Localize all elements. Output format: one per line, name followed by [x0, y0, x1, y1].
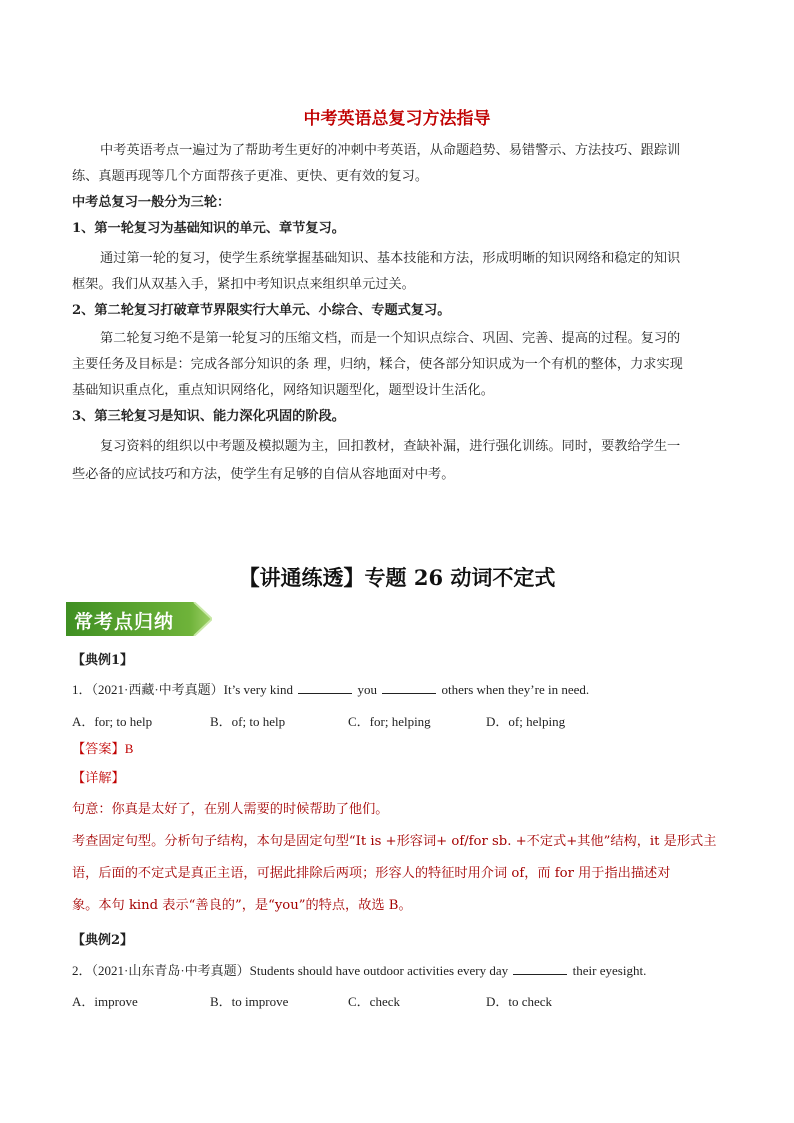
- example1-question-mid: you: [357, 682, 377, 697]
- topic-title: 【讲通练透】专题 26 动词不定式: [238, 565, 556, 590]
- example1-detail-line-1: 句意：你真是太好了，在别人需要的时候帮助了他们。: [72, 802, 389, 817]
- round1-heading: 1、第一轮复习为基础知识的单元、章节复习。: [72, 221, 345, 236]
- example1-label: 【典例1】: [72, 653, 134, 668]
- round2-line-2: 主要任务及目标是：完成各部分知识的条 理，归纳，糅合，使各部分知识成为一个有机的整体，力求实现: [72, 357, 683, 372]
- overview-heading: 中考总复习一般分为三轮：: [72, 195, 231, 210]
- round3-line-2: 些必备的应试技巧和方法，使学生有足够的自信从容地面对中考。: [72, 467, 455, 482]
- example1-detail-line-4: 象。本句 kind 表示“善良的”，是“you”的特点，故选 B。: [72, 898, 412, 913]
- example1-detail-label: 【详解】: [72, 771, 125, 786]
- example2-question-prefix: 2．（2021·山东青岛·中考真题）Students should have outdoor activities every day: [72, 963, 509, 978]
- round2-heading: 2、第二轮复习打破章节界限实行大单元、小综合、专题式复习。: [72, 303, 451, 318]
- example1-detail-line-2: 考查固定句型。分析句子结构，本句是固定句型“It is +形容词+ of/for sb. +不定式+其他”结构，it 是形式主: [72, 834, 717, 849]
- answer-value: B: [124, 741, 134, 756]
- example1-option-b: B．of; to help: [210, 714, 286, 729]
- example2-option-c: C．check: [348, 994, 400, 1009]
- example2-question: [72, 960, 646, 979]
- example1-answer: [72, 736, 133, 763]
- banner-label: 常考点归纳: [74, 611, 175, 633]
- answer-blank-1: [298, 681, 352, 694]
- round3-heading: 3、第三轮复习是知识、能力深化巩固的阶段。: [72, 409, 345, 424]
- example1-question-suffix: others when they’re in need.: [441, 682, 590, 697]
- example1-detail-line-3: 语，后面的不定式是真正主语，可据此排除后两项；形容人的特征时用介词 of，而 for 用于指出描述对: [72, 866, 671, 881]
- example2-option-d: D．to check: [486, 994, 553, 1009]
- example1-option-d: D．of; helping: [486, 714, 566, 729]
- example2-question-suffix: their eyesight.: [572, 963, 647, 978]
- round2-line-1: 第二轮复习绝不是第一轮复习的压缩文档，而是一个知识点综合、巩固、完善、提高的过程。复习的: [100, 331, 681, 346]
- example2-label: 【典例2】: [72, 933, 134, 948]
- example2-option-b: B．to improve: [210, 994, 289, 1009]
- answer-blank-2: [382, 681, 436, 694]
- round2-line-3: 基础知识重点化，重点知识网络化，网络知识题型化，题型设计生活化。: [72, 383, 494, 398]
- example1-question: [72, 679, 589, 698]
- round3-line-1: 复习资料的组织以中考题及模拟题为主，回扣教材，查缺补漏，进行强化训练。同时，要教给学生一: [100, 439, 681, 454]
- answer-label: 【答案】: [72, 742, 125, 757]
- example2-option-a: A．improve: [72, 994, 138, 1009]
- example1-option-a: A．for; to help: [72, 714, 153, 729]
- round1-line-1: 通过第一轮的复习，使学生系统掌握基础知识、基本技能和方法，形成明晰的知识网络和稳定的知识: [100, 251, 681, 266]
- round1-line-2: 框架。我们从双基入手，紧扣中考知识点来组织单元过关。: [72, 277, 415, 292]
- example1-question-prefix: 1．（2021·西藏·中考真题）It’s very kind: [72, 682, 293, 697]
- guide-title: 中考英语总复习方法指导: [303, 109, 491, 129]
- answer-blank-3: [513, 962, 567, 975]
- intro-line-1: 中考英语考点一遍过为了帮助考生更好的冲刺中考英语，从命题趋势、易错警示、方法技巧、跟踪训: [100, 143, 681, 158]
- intro-line-2: 练、真题再现等几个方面帮孩子更准、更快、更有效的复习。: [72, 169, 429, 184]
- example1-option-c: C．for; helping: [348, 714, 431, 729]
